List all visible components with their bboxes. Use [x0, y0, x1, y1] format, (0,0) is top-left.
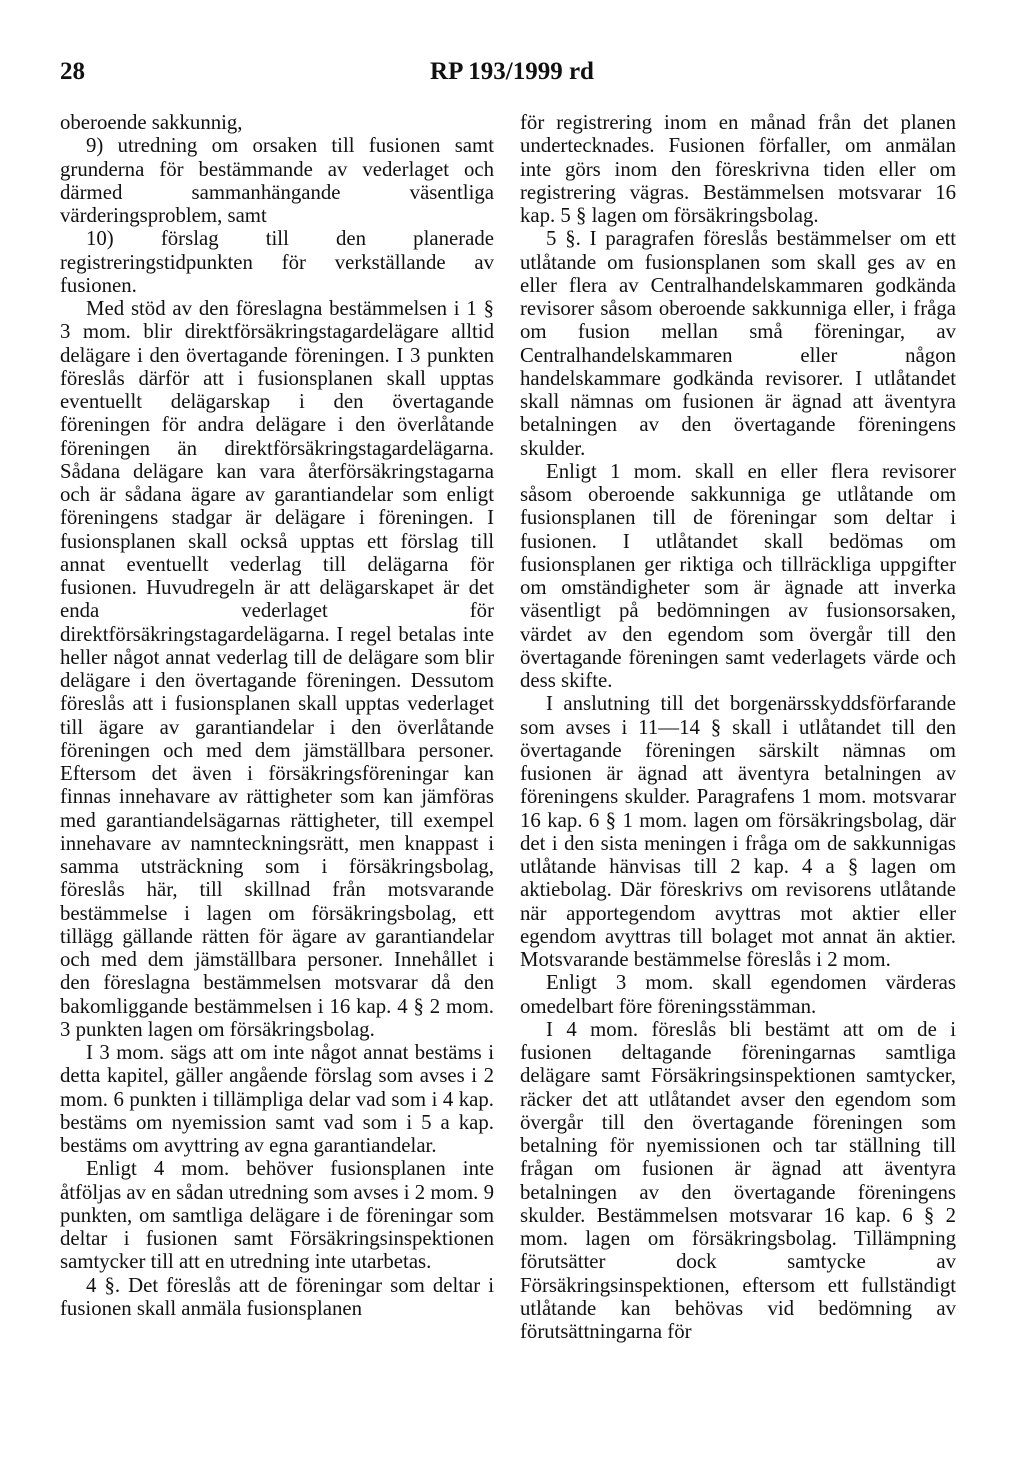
paragraph: 4 §. Det föreslås att de föreningar som deltar i fusionen skall anmäla fusionsplanen [60, 1273, 494, 1320]
paragraph: I anslutning till det borgenärsskyddsförfarande som avses i 11—14 § skall i utlåtandet till den övertagande föreningen särskilt nämnas om fusionen är ägnad att äventyra betalningen av föreningens skulder. Paragrafens 1 mom. motsvarar 16 kap. 6 § 1 mom. lagen om försäkringsbolag, där det i den sista meningen i fråga om de sakkunnigas utlåtande hänvisas till 2 kap. 4 a § lagen om aktiebolag. Där föreskrivs om revisorens utlåtande när apportegendom avyttras mot aktier eller egendom avyttras till bolaget mot annat än aktier. Motsvarande bestämmelse föreslås i 2 mom. [520, 692, 956, 971]
paragraph: Enligt 3 mom. skall egendomen värderas omedelbart före föreningsstämman. [520, 971, 956, 1018]
right-column [520, 111, 956, 1391]
left-column [60, 111, 494, 1391]
paragraph: 5 §. I paragrafen föreslås bestämmelser om ett utlåtande om fusionsplanen som skall ges av en eller flera av Centralhandelskammaren godkända revisorer såsom oberoende sakkunniga eller, i fråga om fusion mellan små föreningar, av Centralhandelskammaren eller någon handelskammare godkända revisorer. I utlåtandet skall nämnas om fusionen är ägnad att äventyra betalningen av den övertagande föreningens skulder. [520, 227, 956, 460]
paragraph: Enligt 4 mom. behöver fusionsplanen inte åtföljas av en sådan utredning som avses i 2 mom. 9 punkten, om samtliga delägare i de föreningar som deltar i fusionen samt Försäkringsinspektionen samtycker till att en utredning inte utarbetas. [60, 1157, 494, 1274]
page-number: 28 [60, 58, 85, 85]
paragraph: 9) utredning om orsaken till fusionen samt grunderna för bestämmande av vederlaget och därmed sammanhängande väsentliga värderingsproblem, samt [60, 134, 494, 227]
paragraph: Med stöd av den föreslagna bestämmelsen i 1 § 3 mom. blir direktförsäkringstagardelägare alltid delägare i den övertagande föreningen. I 3 punkten föreslås därför att i fusionsplanen skall upptas eventuellt delägarskap i den övertagande föreningen för andra delägare i den överlåtande föreningen än direktförsäkringstagardelägarna. Sådana delägare kan vara återförsäkringstagarna och är sådana ägare av garantiandelar som enligt föreningens stadgar är delägare i föreningen. I fusionsplanen skall också upptas ett förslag till annat eventuellt vederlag till delägarna för fusionen. Huvudregeln är att delägarskapet är det enda vederlaget för direktförsäkringstagardelägarna. I regel betalas inte heller något annat vederlag till de delägare som blir delägare i den övertagande föreningen. Dessutom föreslås att i fusionsplanen skall upptas vederlaget till ägare av garantiandelar i den överlåtande föreningen och med dem jämställbara personer. Eftersom det även i försäkringsföreningar kan finnas innehavare av rättigheter som kan jämföras med garantiandelsägarnas rättigheter, till exempel innehavare av namnteckningsrätt, men knappast i samma utsträckning som i försäkringsbolag, föreslås här, till skillnad från motsvarande bestämmelse i lagen om försäkringsbolag, ett tillägg gällande rätten för ägare av garantiandelar och med dem jämställbara personer. Innehållet i den föreslagna bestämmelsen motsvarar då den bakomliggande bestämmelsen i 16 kap. 4 § 2 mom. 3 punkten lagen om försäkringsbolag. [60, 297, 494, 1041]
paragraph: 10) förslag till den planerade registreringstidpunkten för verkställande av fusionen. [60, 227, 494, 297]
paragraph: för registrering inom en månad från det planen undertecknades. Fusionen förfaller, om anmälan inte görs inom den föreskrivna tiden eller om registrering vägras. Bestämmelsen motsvarar 16 kap. 5 § lagen om försäkringsbolag. [520, 111, 956, 227]
running-head: RP 193/1999 rd [430, 58, 594, 85]
paragraph: I 3 mom. sägs att om inte något annat bestäms i detta kapitel, gäller angående förslag som avses i 2 mom. 6 punkten i tillämpliga delar vad som i 4 kap. bestäms om nyemission samt vad som i 5 a kap. bestäms om avyttring av egna garantiandelar. [60, 1041, 494, 1157]
paragraph: Enligt 1 mom. skall en eller flera revisorer såsom oberoende sakkunniga ge utlåtande om fusionsplanen till de föreningar som deltar i fusionen. I utlåtandet skall bedömas om fusionsplanen ger riktiga och tillräckliga uppgifter om omständigheter som är ägnade att inverka väsentligt på bedömningen av fusionsorsaken, värdet av den egendom som övergår till den övertagande föreningen samt vederlagets värde och dess skifte. [520, 459, 956, 692]
paragraph: I 4 mom. föreslås bli bestämt att om de i fusionen deltagande föreningarnas samtliga delägare samt Försäkringsinspektionen samtycker, räcker det att utlåtandet avser den egendom som övergår till den övertagande föreningen som betalning för nyemissionen och tar ställning till frågan om fusionen är ägnad att äventyra betalningen av den övertagande föreningens skulder. Bestämmelsen motsvarar 16 kap. 6 § 2 mom. lagen om försäkringsbolag. Tillämpning förutsätter dock samtycke av Försäkringsinspektionen, eftersom ett fullständigt utlåtande kan behövas vid bedömning av förutsättningarna för [520, 1017, 956, 1343]
paragraph: oberoende sakkunnig, [60, 111, 243, 134]
